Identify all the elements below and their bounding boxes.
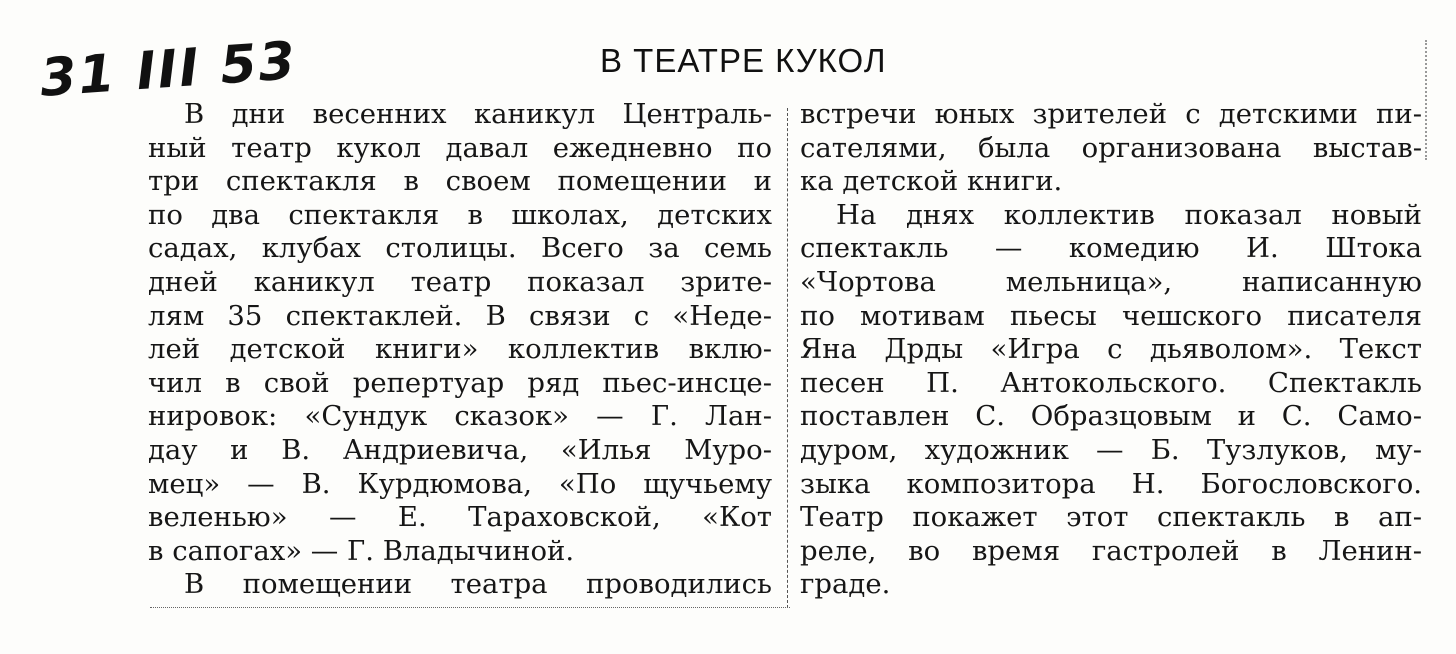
text-line: лям 35 спектаклей. В связи с «Неде- (148, 299, 772, 332)
text-line: На днях коллектив показал новый (836, 198, 1422, 231)
text-line: Театр покажет этот спектакль в ап- (800, 501, 1422, 534)
column-divider (787, 108, 788, 608)
text-line: дау и В. Андриевича, «Илья Муро- (148, 433, 772, 466)
text-line: ка детской книги. (800, 165, 1063, 198)
article-title: В ТЕАТРЕ КУКОЛ (600, 42, 887, 79)
text-line: песен П. Антокольского. Спектакль (800, 366, 1422, 399)
text-line: В дни весенних каникул Централь- (184, 98, 772, 130)
text-line: спектакль — комедию И. Штока (800, 232, 1422, 265)
text-line: зыка композитора Н. Богословского. (800, 467, 1422, 500)
text-line: лей детской книги» коллектив вклю- (148, 333, 772, 366)
text-line: нировок: «Сундук сказок» — Г. Лан- (148, 400, 772, 433)
text-line: сателями, была организована выстав- (800, 131, 1422, 164)
handwritten-date-annotation: 31 III 53 (38, 31, 299, 109)
text-line: три спектакля в своем помещении и (148, 165, 772, 198)
text-line: веленью» — Е. Тараховской, «Кот (148, 501, 772, 534)
text-line: по мотивам пьесы чешского писателя (800, 299, 1422, 332)
text-line: В помещении театра проводились (184, 568, 772, 601)
text-line: в сапогах» — Г. Владычиной. (148, 534, 575, 567)
text-line: мец» — В. Курдюмова, «По щучьему (148, 467, 772, 500)
scan-artifact (1425, 40, 1439, 160)
text-line: поставлен С. Образцовым и С. Само- (800, 400, 1422, 433)
text-line: дней каникул театр показал зрите- (148, 265, 772, 298)
text-line: Яна Дрды «Игра с дьяволом». Текст (800, 333, 1422, 366)
text-line: граде. (800, 568, 891, 601)
text-line: по два спектакля в школах, детских (148, 198, 772, 231)
clipping-edge (150, 607, 790, 608)
text-line: садах, клубах столицы. Всего за семь (148, 232, 772, 265)
text-line: чил в свой репертуар ряд пьес-инсце- (148, 366, 772, 399)
left-column (148, 98, 772, 602)
text-line: ный театр кукол давал ежедневно по (148, 131, 772, 164)
text-line: дуром, художник — Б. Тузлуков, му- (800, 433, 1422, 466)
text-line: встречи юных зрителей с детскими пи- (800, 98, 1422, 130)
text-line: реле, во время гастролей в Ленин- (800, 534, 1422, 567)
text-line: «Чортова мельница», написанную (800, 265, 1422, 298)
right-column (800, 98, 1422, 602)
